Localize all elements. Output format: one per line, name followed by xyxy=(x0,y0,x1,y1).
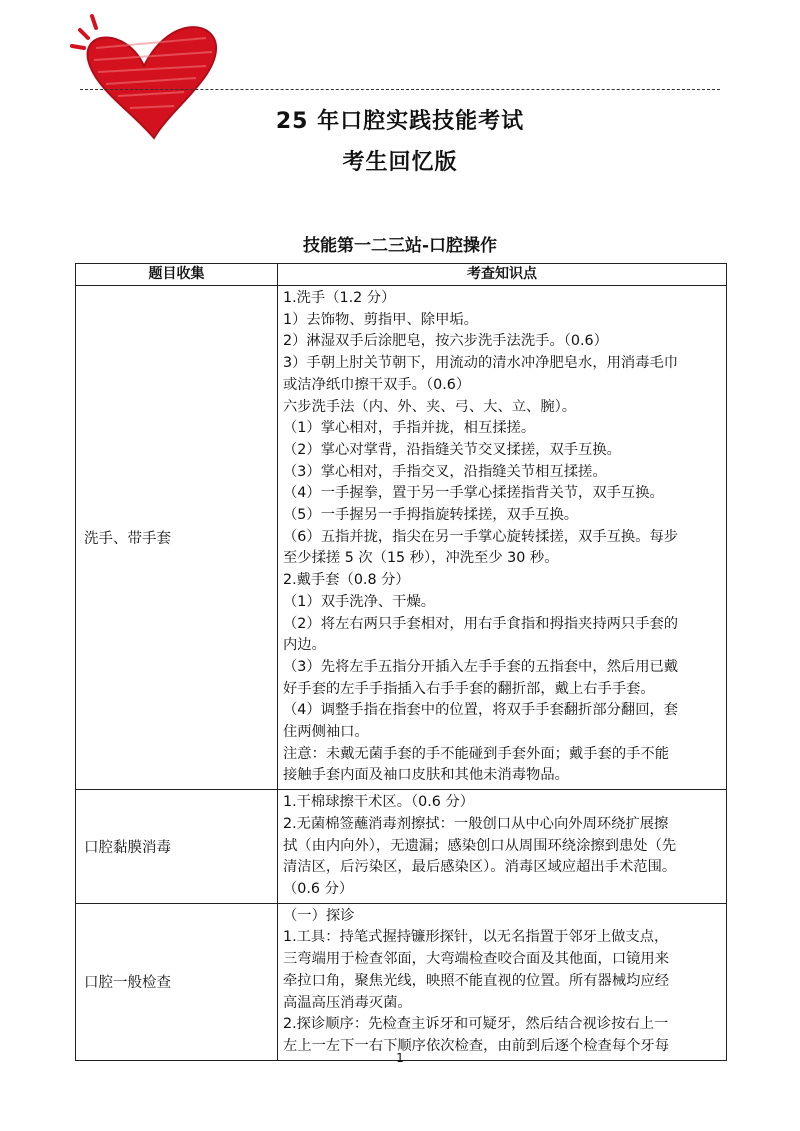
topic-cell: 口腔一般检查 xyxy=(76,903,278,1060)
knowledge-line: （1）掌心相对，手指并拢，相互揉搓。 xyxy=(283,420,536,437)
knowledge-line: 2.无菌棉签蘸消毒剂擦拭：一般创口从中心向外周环绕扩展擦 xyxy=(283,815,669,832)
table-row xyxy=(76,790,727,904)
knowledge-line: 或洁净纸巾擦干双手。（0.6） xyxy=(283,376,471,393)
knowledge-cell xyxy=(278,286,727,790)
knowledge-line: 2.戴手套（0.8 分） xyxy=(283,572,410,589)
knowledge-line: （4）一手握拳，置于另一手掌心揉搓指背关节，双手互换。 xyxy=(283,485,664,502)
knowledge-cell xyxy=(278,790,727,904)
knowledge-line: 2.探诊顺序：先检查主诉牙和可疑牙，然后结合视诊按右上一 xyxy=(283,1016,669,1033)
knowledge-line: 住两侧袖口。 xyxy=(283,724,369,741)
knowledge-line: 1）去饰物、剪指甲、除甲垢。 xyxy=(283,311,478,328)
table-header-row xyxy=(76,264,727,286)
knowledge-line: 牵拉口角，聚焦光线，映照不能直视的位置。所有器械均应经 xyxy=(283,972,670,989)
knowledge-line: 接触手套内面及袖口皮肤和其他未消毒物品。 xyxy=(283,767,569,784)
knowledge-line: 拭（由内向外），无遗漏；感染创口从周围环绕涂擦到患处（先 xyxy=(283,837,677,854)
knowledge-line: 清洁区，后污染区，最后感染区）。消毒区域应超出手术范围。 xyxy=(283,859,677,876)
knowledge-line: 好手套的左手手指插入右手手套的翻折部，戴上右手手套。 xyxy=(283,680,655,697)
knowledge-line: （2）掌心对掌背，沿指缝关节交叉揉搓，双手互换。 xyxy=(283,441,621,458)
knowledge-line: （0.6 分） xyxy=(283,880,354,897)
knowledge-line: 注意：未戴无菌手套的手不能碰到手套外面；戴手套的手不能 xyxy=(283,745,670,762)
knowledge-line: 左上一左下一右下顺序依次检查，由前到后逐个检查每个牙每 xyxy=(283,1037,670,1054)
knowledge-line: （4）调整手指在指套中的位置，将双手手套翻折部分翻回，套 xyxy=(283,702,679,719)
topic-cell: 洗手、带手套 xyxy=(76,286,278,790)
column-header-points: 考查知识点 xyxy=(278,264,727,286)
document-subtitle: 考生回忆版 xyxy=(342,150,458,175)
knowledge-line: 高温高压消毒灭菌。 xyxy=(283,994,412,1011)
knowledge-table xyxy=(75,263,727,1061)
knowledge-line: （1）双手洗净、干燥。 xyxy=(283,593,436,610)
knowledge-line: （5）一手握另一手拇指旋转揉搓，双手互换。 xyxy=(283,507,579,524)
section-title: 技能第一二三站-口腔操作 xyxy=(302,236,498,256)
table-row xyxy=(76,286,727,790)
topic-cell: 口腔黏膜消毒 xyxy=(76,790,278,904)
knowledge-line: 1.干棉球擦干术区。（0.6 分） xyxy=(283,794,475,811)
knowledge-line: （3）掌心相对，手指交叉，沿指缝关节相互揉搓。 xyxy=(283,463,607,480)
knowledge-line: 内边。 xyxy=(283,637,326,654)
document-title: 25 年口腔实践技能考试 xyxy=(275,109,525,134)
knowledge-line: 2）淋湿双手后涂肥皂，按六步洗手法洗手。（0.6） xyxy=(283,333,608,350)
knowledge-line: （一）探诊 xyxy=(283,907,355,924)
knowledge-line: 1.工具：持笔式握持镰形探针，以无名指置于邻牙上做支点， xyxy=(283,929,669,946)
table-row xyxy=(76,903,727,1060)
knowledge-line: 1.洗手（1.2 分） xyxy=(283,290,396,306)
knowledge-line: （6）五指并拢，指尖在另一手掌心旋转揉搓，双手互换。每步 xyxy=(283,528,679,545)
knowledge-line: 六步洗手法（内、外、夹、弓、大、立、腕）。 xyxy=(283,398,577,415)
header-dashed-line xyxy=(80,89,720,90)
knowledge-line: 3）手朝上肘关节朝下，用流动的清水冲净肥皂水，用消毒毛巾 xyxy=(283,355,679,372)
knowledge-line: 至少揉搓 5 次（15 秒），冲洗至少 30 秒。 xyxy=(283,550,559,567)
knowledge-line: 三弯端用于检查邻面，大弯端检查咬合面及其他面，口镜用来 xyxy=(283,951,670,968)
knowledge-line: （2）将左右两只手套相对，用右手食指和拇指夹持两只手套的 xyxy=(283,615,679,632)
knowledge-line: （3）先将左手五指分开插入左手手套的五指套中，然后用已戴 xyxy=(283,658,679,675)
page-number: 1 xyxy=(396,1051,404,1065)
column-header-topic: 题目收集 xyxy=(76,264,278,286)
knowledge-cell xyxy=(278,903,727,1060)
